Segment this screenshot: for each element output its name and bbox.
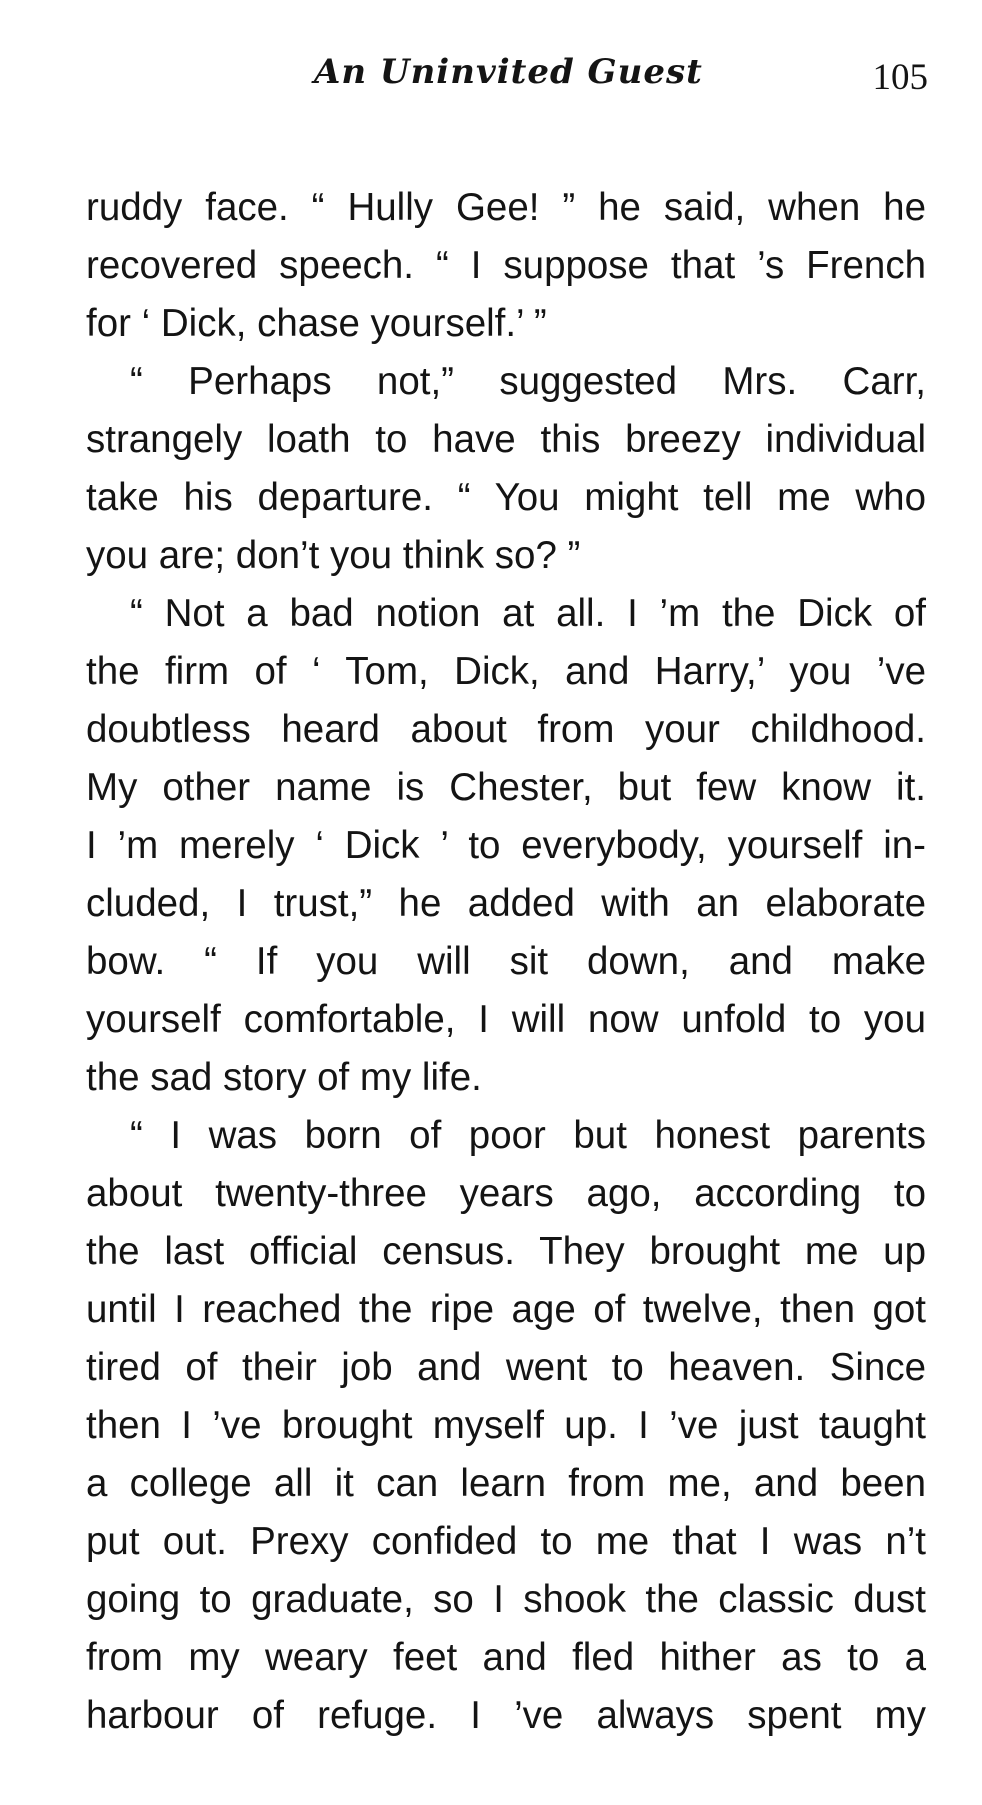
text-line: strangely loath to have this breezy individual (86, 418, 926, 461)
text-line: recovered speech. “ I suppose that ’s French (86, 244, 926, 287)
text-line: until I reached the ripe age of twelve, then got (86, 1288, 926, 1331)
text-line: you are; don’t you think so? ” (86, 534, 581, 577)
running-title: An Uninvited Guest (314, 52, 703, 92)
text-line: ruddy face. “ Hully Gee! ” he said, when he (86, 186, 926, 229)
text-line: tired of their job and went to heaven. Since (86, 1346, 926, 1389)
text-line: then I ’ve brought myself up. I ’ve just taught (86, 1404, 926, 1447)
text-line: going to graduate, so I shook the classic dust (86, 1578, 926, 1621)
text-line: a college all it can learn from me, and been (86, 1462, 926, 1505)
text-line: from my weary feet and fled hither as to a (86, 1636, 926, 1679)
text-line: the sad story of my life. (86, 1056, 482, 1099)
text-line: the firm of ‘ Tom, Dick, and Harry,’ you ’ve (86, 650, 926, 693)
text-line: “ Perhaps not,” suggested Mrs. Carr, (130, 360, 926, 403)
body-text (86, 179, 926, 1745)
text-line: put out. Prexy confided to me that I was n’t (86, 1520, 926, 1563)
text-line: “ Not a bad notion at all. I ’m the Dick of (130, 592, 926, 635)
text-line: cluded, I trust,” he added with an elaborate (86, 882, 926, 925)
running-head (0, 52, 982, 112)
text-line: I ’m merely ‘ Dick ’ to everybody, yourself in- (86, 824, 926, 867)
text-line: take his departure. “ You might tell me who (86, 476, 926, 519)
text-line: the last official census. They brought me up (86, 1230, 926, 1273)
text-line: bow. “ If you will sit down, and make (86, 940, 926, 983)
text-line: yourself comfortable, I will now unfold to you (86, 998, 926, 1041)
text-line: doubtless heard about from your childhood. (86, 708, 926, 751)
text-line: for ‘ Dick, chase yourself.’ ” (86, 302, 547, 345)
text-line: “ I was born of poor but honest parents (130, 1114, 926, 1157)
page-number: 105 (872, 57, 928, 98)
text-line: about twenty-three years ago, according to (86, 1172, 926, 1215)
text-line: harbour of refuge. I ’ve always spent my (86, 1694, 926, 1737)
text-line: My other name is Chester, but few know it. (86, 766, 926, 809)
